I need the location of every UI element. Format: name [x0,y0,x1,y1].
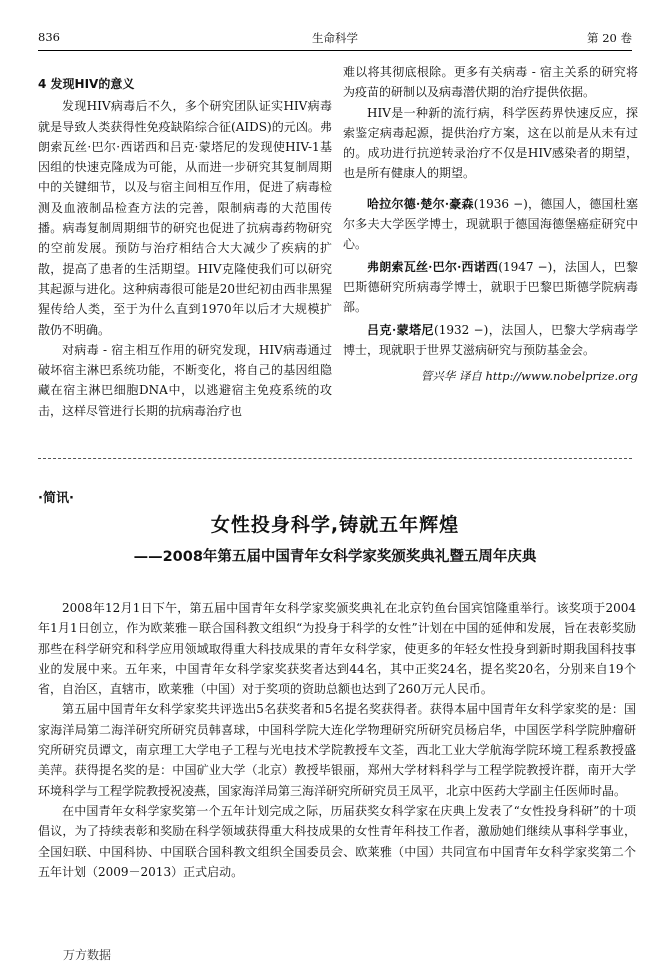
paragraph: HIV是一种新的流行病，科学医药界快速反应，探索鉴定病毒起源，提供治疗方案，这在以前是从未有过的。成功进行抗逆转录治疗不仅是HIV感染者的期望，也是所有健康人的期望。 [343,105,638,181]
page-number: 836 [38,30,60,44]
left-column [38,62,332,421]
header-rule [38,50,632,51]
brief-body [38,598,636,882]
author-name: 吕克·蒙塔尼 [367,322,435,337]
running-header [38,30,632,48]
author-bio-text: (1932 −)，法国人，巴黎大学病毒学博士，现就职于世界艾滋病研究与预防基金会。 [343,322,638,357]
author-bio [343,194,638,255]
article-subtitle: ——2008年第五届中国青年女科学家奖颁奖典礼暨五周年庆典 [133,549,537,565]
section-heading: 4 发现HIV的意义 [38,77,135,91]
author-bio [343,257,638,318]
brief-label: ·简讯· [38,491,74,506]
right-column [343,62,638,386]
paragraph: 对病毒 - 宿主相互作用的研究发现，HIV病毒通过破坏宿主淋巴系统功能，不断变化，将自己的基因组隐藏在宿主淋巴细胞DNA中，以逃避宿主免疫系统的攻击，这样尽管进行长期的抗病毒治疗也 [38,342,332,418]
paragraph: 第五届中国青年女科学家奖共评选出5名获奖者和5名提名奖获得者。获得本届中国青年女科学家奖的是：国家海洋局第二海洋研究所研究员韩喜球，中国科学院大连化学物理研究所研究员杨启华，中国医学科学院肿瘤研究所研究员谭文，南京理工大学电子工程与光电技术学院教授车文荃，西北工业大学航海学院环境工程系教授盛美萍。获得提名奖的是：中国矿业大学（北京）教授毕银丽，郑州大学材料科学与工程学院教授许群，南开大学环境科学与工程学院教授祝凌燕，国家海洋局第三海洋研究所研究员王凤平，北京中医药大学副主任医师时晶。 [38,702,636,798]
paragraph: 在中国青年女科学家奖第一个五年计划完成之际，历届获奖女科学家在庆典上发表了“女性投身科研”的十项倡议，为了持续表彰和奖励在科学领域获得重大科技成果的女性青年科技工作者，激励她们继续从事科学事业，全国妇联、中国科协、中国联合国科教文组织全国委员会、欧莱雅（中国）共同宣布中国青年女科学家奖第二个五年计划（2009－2013）正式启动。 [38,803,636,879]
translator-credit: 管兴华 译自 http://www.nobelprize.org [420,369,638,384]
journal-title: 生命科学 [312,31,358,45]
paragraph: 发现HIV病毒后不久，多个研究团队证实HIV病毒就是导致人类获得性免疫缺陷综合征(AIDS)的元凶。弗朗索瓦丝·巴尔·西诺西和吕克·蒙塔尼的发现使HIV-1基因组的快速克隆成为可能，从而进一步研究其复制周期中的关键细节，以及与宿主间相互作用，促进了病毒检测及血液制品检查方法的完善，限制病毒的大范围传播。病毒复制周期细节的研究也促进了抗病毒药物研究的空前发展。预防与治疗相结合大大减少了疾病的扩散，提高了患者的生活期望。HIV克隆使我们可以研究其起源与进化。这种病毒很可能是20世纪初由西非黑猩猩传给人类，至于为什么直到1970年以后才大规模扩散仍不明确。 [38,99,332,337]
author-name: 弗朗索瓦丝·巴尔·西诺西 [367,259,499,274]
paragraph: 难以将其彻底根除。更多有关病毒 - 宿主关系的研究将为疫苗的研制以及病毒潜伏期的治疗提供依据。 [343,65,638,100]
author-name: 哈拉尔德·楚尔·豪森 [367,196,474,211]
volume-label: 第 20 卷 [587,31,632,45]
section-divider [38,458,632,459]
paragraph: 2008年12月1日下午，第五届中国青年女科学家奖颁奖典礼在北京钓鱼台国宾馆隆重举行。该奖项于2004年1月1日创立，作为欧莱雅－联合国科教文组织“为投身于科学的女性”计划在中国的延伸和发展，旨在表彰奖励那些在科学研究和科学应用领域取得重大科技成果的青年女科学家，使更多的年轻女性投身到新时期我国科技事业的发展中来。五年来，中国青年女科学家奖获奖者达到44名，其中正奖24名，提名奖20名，分别来自19个省，自治区，直辖市，欧莱雅（中国）对于奖项的资助总额也达到了260万元人民币。 [38,601,636,697]
watermark: 万方数据 [63,948,112,962]
author-bio-text: (1947 −)，法国人，巴黎巴斯德研究所病毒学博士，就职于巴黎巴斯德学院病毒部。 [343,259,638,315]
author-bio [343,320,638,361]
author-bio-text: (1936 −)，德国人，德国杜塞尔多夫大学医学博士，现就职于德国海德堡癌症研究中心。 [343,196,638,252]
article-title: 女性投身科学,铸就五年辉煌 [210,514,460,536]
